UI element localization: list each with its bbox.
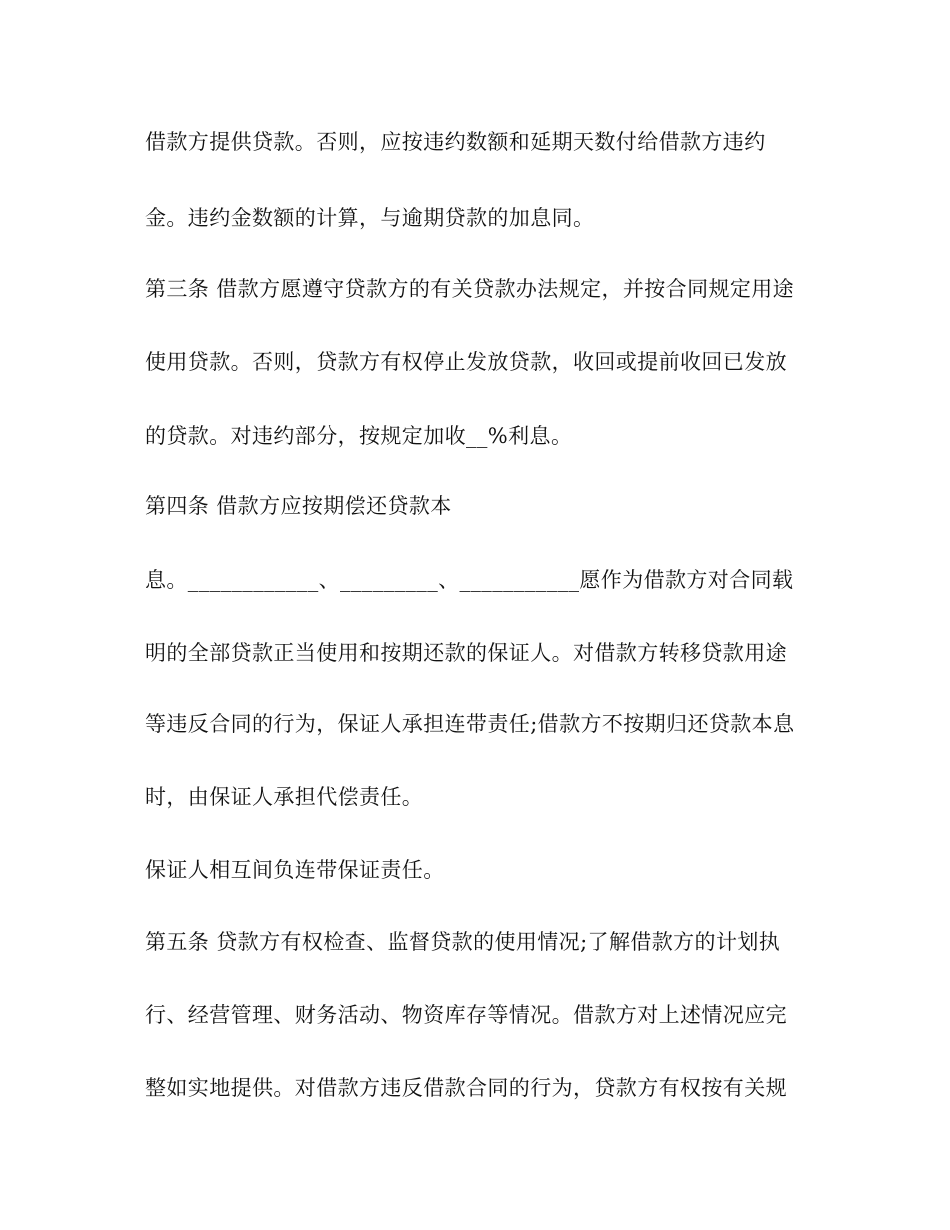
text-line: 第五条 贷款方有权检查、监督贷款的使用情况;了解借款方的计划执 bbox=[145, 930, 781, 954]
text-line: 的贷款。对违约部分，按规定加收__%利息。 bbox=[145, 424, 573, 448]
text-line: 借款方提供贷款。否则，应按违约数额和延期天数付给借款方违约 bbox=[145, 130, 766, 154]
text-line: 第四条 借款方应按期偿还贷款本 bbox=[145, 494, 452, 518]
text-line: 明的全部贷款正当使用和按期还款的保证人。对借款方转移贷款用途 bbox=[145, 641, 787, 665]
text-line: 使用贷款。否则，贷款方有权停止发放贷款，收回或提前收回已发放 bbox=[145, 350, 787, 374]
text-line: 时，由保证人承担代偿责任。 bbox=[145, 785, 424, 809]
text-line: 行、经营管理、财务活动、物资库存等情况。借款方对上述情况应完 bbox=[145, 1003, 787, 1027]
text-line: 保证人相互间负连带保证责任。 bbox=[145, 858, 445, 882]
text-line: 金。违约金数额的计算，与逾期贷款的加息同。 bbox=[145, 206, 595, 230]
text-line: 第三条 借款方愿遵守贷款方的有关贷款办法规定，并按合同规定用途 bbox=[145, 277, 795, 301]
text-line: 等违反合同的行为，保证人承担连带责任;借款方不按期归还贷款本息 bbox=[145, 712, 795, 736]
text-line: 息。____________、_________、___________愿作为借款方对合同载 bbox=[145, 568, 794, 592]
text-line: 整如实地提供。对借款方违反借款合同的行为，贷款方有权按有关规 bbox=[145, 1076, 787, 1100]
